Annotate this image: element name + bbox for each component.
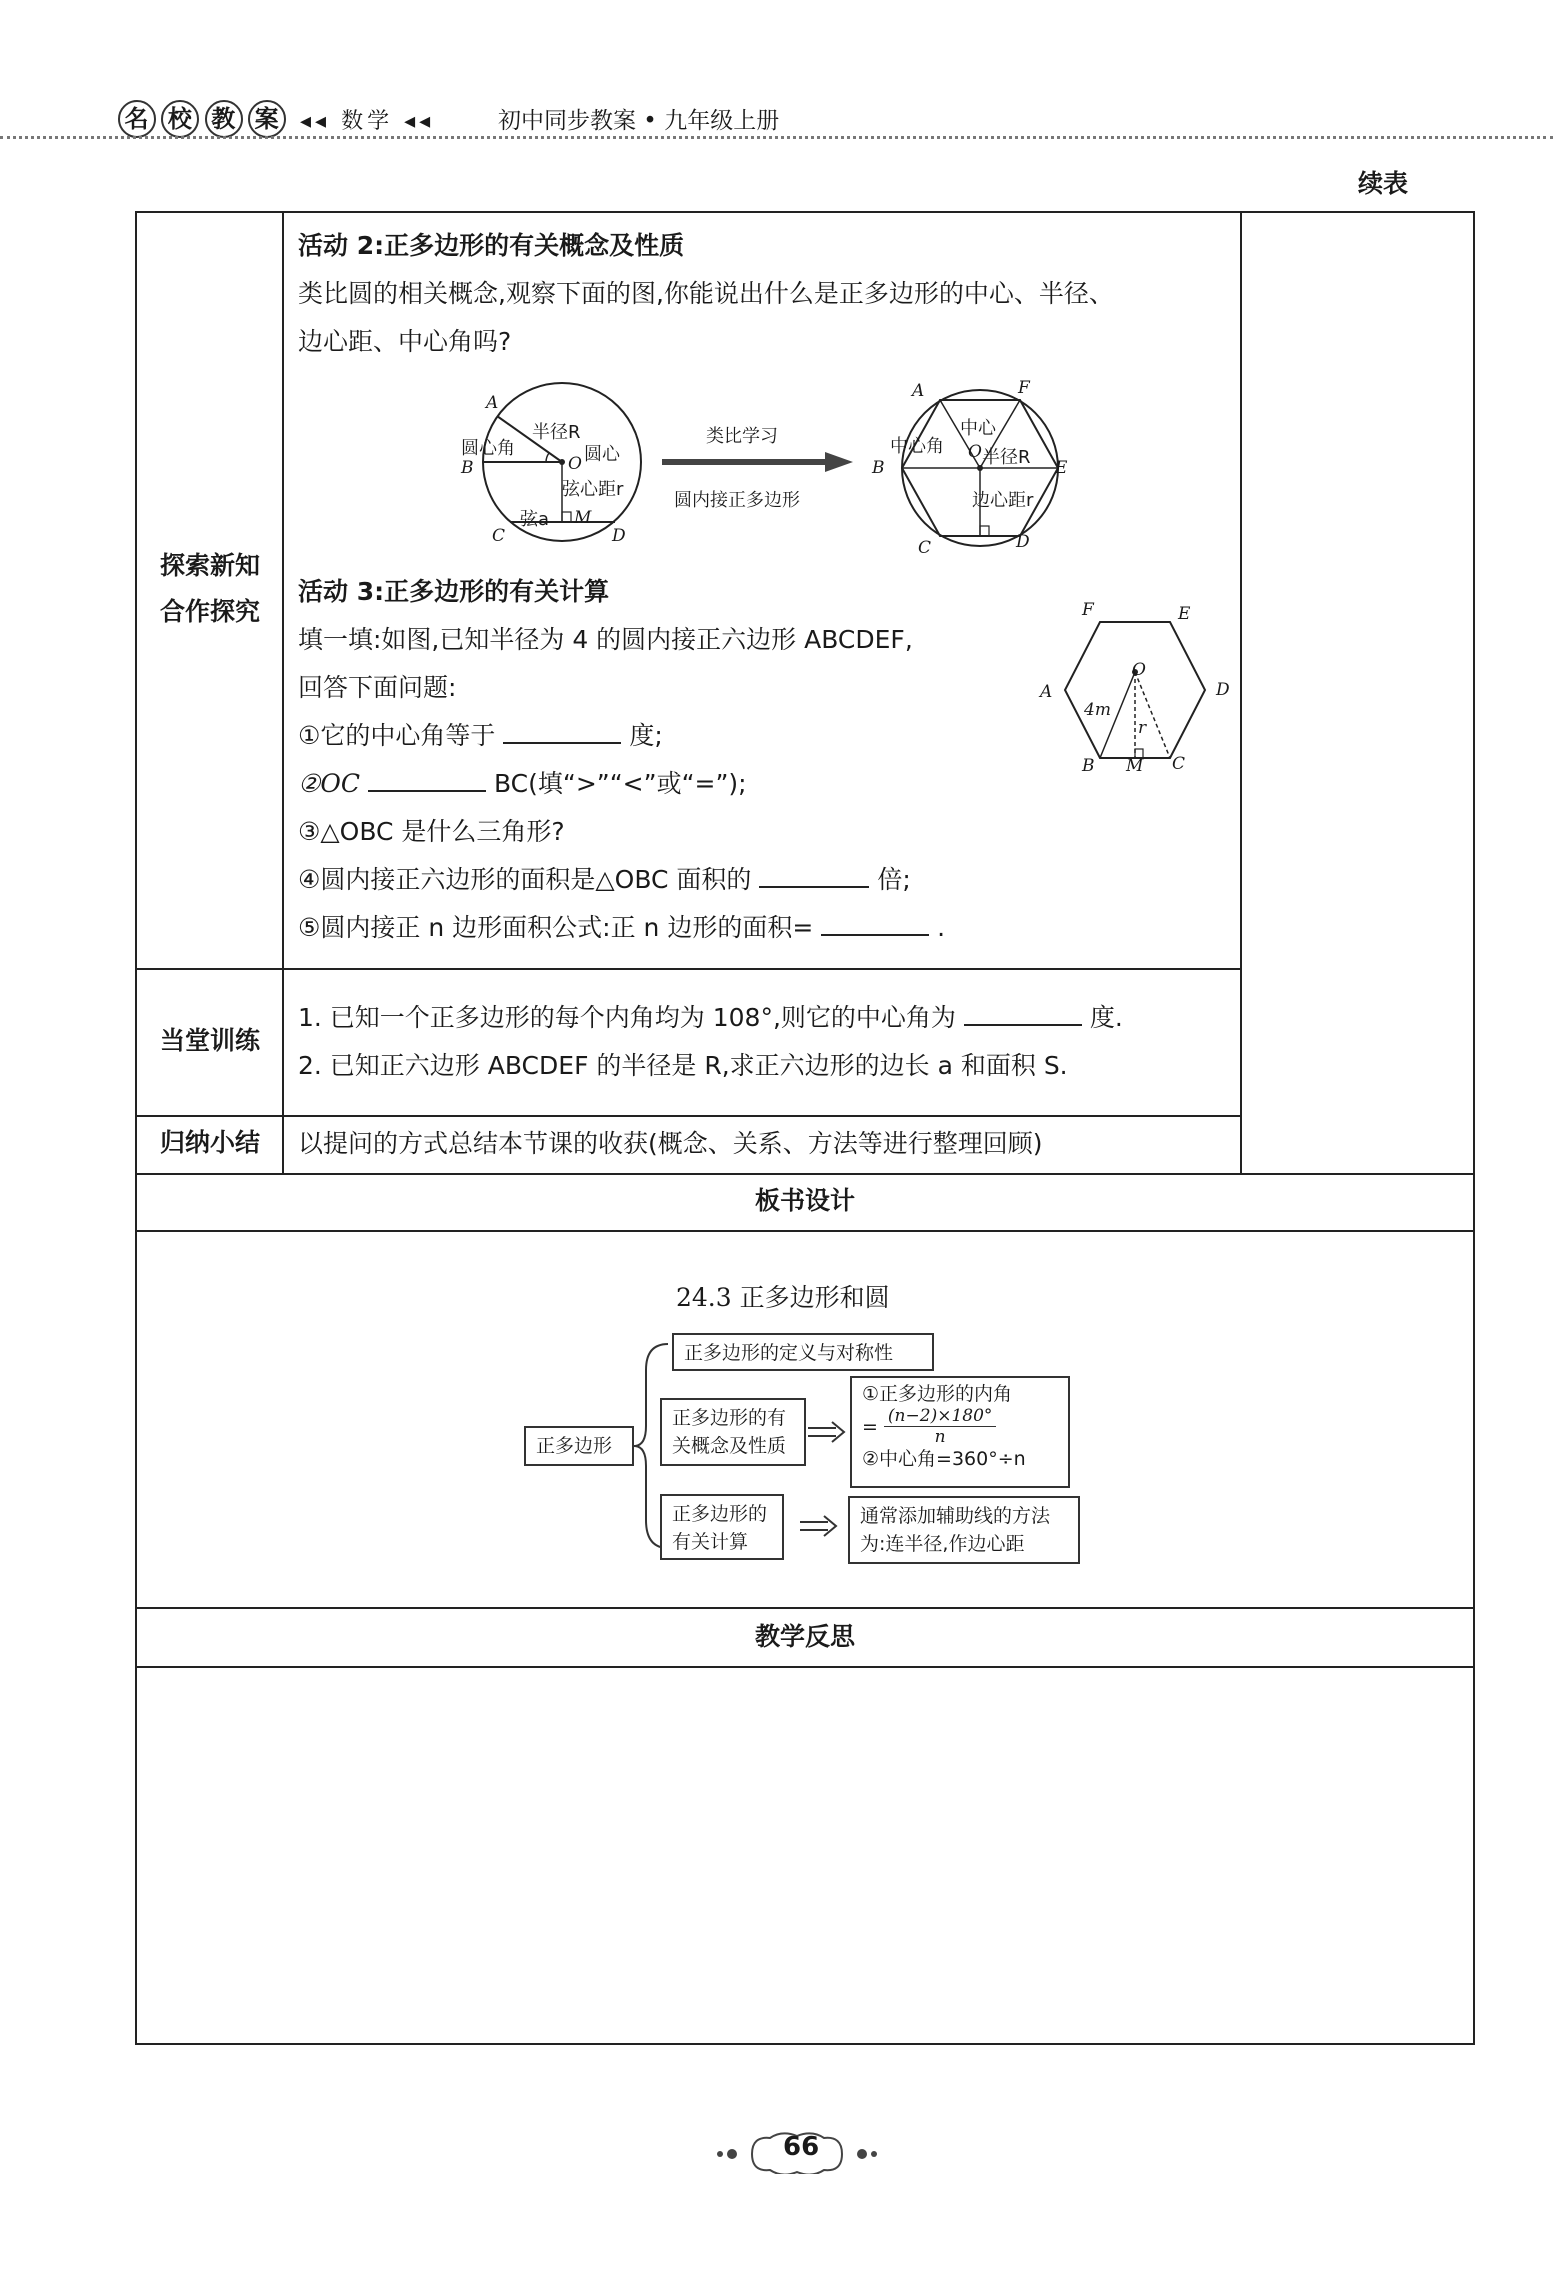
point-A: A — [486, 393, 499, 413]
arrow-right-icon — [660, 450, 855, 474]
center-label: 圆心 — [584, 444, 620, 465]
answer-blank[interactable] — [759, 864, 869, 888]
double-arrow-icon — [806, 1420, 848, 1444]
question-5: ⑤圆内接正 n 边形面积公式:正 n 边形的面积= . — [298, 913, 946, 942]
reflection-header: 教学反思 — [754, 1622, 855, 1651]
board-root: 正多边形 — [524, 1426, 634, 1466]
point-B: B — [461, 458, 474, 478]
point-D: D — [612, 526, 626, 546]
point-O: O — [1132, 660, 1146, 680]
table-divider — [135, 1115, 1242, 1117]
question-3: ③△OBC 是什么三角形? — [298, 817, 565, 846]
arrow-label-bottom: 圆内接正多边形 — [674, 490, 800, 511]
radius-label: 半径R — [982, 447, 1031, 468]
apothem-label: 边心距r — [972, 490, 1034, 511]
question-4: ④圆内接正六边形的面积是△OBC 面积的 倍; — [298, 865, 911, 894]
apothem-label: 弦心距r — [562, 479, 624, 500]
practice-content — [298, 994, 1233, 1090]
board-branch-definition: 正多边形的定义与对称性 — [672, 1333, 934, 1371]
point-M: M — [1126, 756, 1144, 776]
radius-label: 半径R — [532, 422, 581, 443]
table-divider — [135, 968, 1242, 970]
practice-item-1: 1. 已知一个正多边形的每个内角均为 108°,则它的中心角为 度. — [298, 1003, 1123, 1032]
activity-2-title: 活动 2:正多边形的有关概念及性质 — [298, 231, 685, 260]
activity-2-text: 边心距、中心角吗? — [298, 327, 512, 356]
table-divider — [135, 1607, 1475, 1609]
board-branch-concepts: 正多边形的有 关概念及性质 — [660, 1398, 806, 1466]
point-D: D — [1016, 532, 1030, 552]
header-book-title: 初中同步教案 • 九年级上册 — [498, 108, 780, 134]
answer-blank[interactable] — [964, 1002, 1082, 1026]
point-D: D — [1216, 680, 1230, 700]
point-F: F — [1082, 600, 1094, 620]
side-length-label: 4m — [1084, 700, 1111, 720]
activity-3-title: 活动 3:正多边形的有关计算 — [298, 577, 610, 606]
board-detail-calculation: 通常添加辅助线的方法 为:连半径,作边心距 — [848, 1496, 1080, 1564]
board-design-header: 板书设计 — [754, 1186, 855, 1215]
point-E: E — [1178, 604, 1191, 624]
answer-blank[interactable] — [368, 768, 486, 792]
point-M: M — [574, 508, 592, 528]
table-divider — [135, 1230, 1475, 1232]
point-F: F — [1018, 378, 1030, 398]
activity-2 — [298, 222, 1233, 366]
center-label: 中心 — [960, 418, 996, 439]
row-label-summary: 归纳小结 — [159, 1128, 260, 1157]
center-angle-label: 圆心角 — [461, 438, 515, 459]
point-A: A — [912, 381, 925, 401]
table-divider — [135, 1666, 1475, 1668]
arrow-label-top: 类比学习 — [706, 426, 778, 447]
point-B: B — [1082, 756, 1095, 776]
activity-3-text: 回答下面问题: — [298, 673, 457, 702]
chord-label: 弦a — [520, 509, 550, 530]
center-angle-label: 中心角 — [890, 436, 944, 457]
brand-char: 校 — [161, 100, 199, 138]
table-divider — [1240, 211, 1242, 1173]
apothem-r-label: r — [1138, 718, 1147, 738]
board-detail-concepts: ①正多边形的内角 = $\frac{(n-2)\times 180^\circ}{n}$ ②中心角=360°÷n — [850, 1376, 1070, 1488]
double-arrow-icon — [798, 1514, 840, 1538]
table-divider — [282, 211, 284, 1173]
row-label-explore: 探索新知 合作探究 — [159, 551, 260, 626]
practice-item-2: 2. 已知正六边形 ABCDEF 的半径是 R,求正六边形的边长 a 和面积 S. — [298, 1051, 1068, 1080]
page-number: 66 — [783, 2132, 820, 2162]
summary-text: 以提问的方式总结本节课的收获(概念、关系、方法等进行整理回顾) — [298, 1129, 1043, 1158]
activity-3 — [298, 568, 1058, 952]
hexagon-figure — [1045, 610, 1235, 780]
point-O: O — [568, 454, 582, 474]
continued-label: 续表 — [1358, 169, 1409, 198]
point-O: O — [968, 442, 982, 462]
question-1: ①它的中心角等于 度; — [298, 721, 663, 750]
point-C: C — [492, 526, 506, 546]
board-title: 24.3 正多边形和圆 — [676, 1283, 890, 1312]
point-B: B — [872, 458, 885, 478]
activity-2-text: 类比圆的相关概念,观察下面的图,你能说出什么是正多边形的中心、半径、 — [298, 279, 1114, 308]
question-2: ②OC BC(填“>”“<”或“=”); — [298, 769, 747, 798]
table-divider — [135, 1173, 1475, 1175]
answer-blank[interactable] — [503, 720, 621, 744]
brand-char: 教 — [205, 100, 243, 138]
header-divider — [0, 136, 1553, 139]
row-label-practice: 当堂训练 — [159, 1026, 260, 1055]
activity-3-text: 填一填:如图,已知半径为 4 的圆内接正六边形 ABCDEF, — [298, 625, 913, 654]
brand-logo — [118, 100, 282, 138]
answer-blank[interactable] — [821, 912, 929, 936]
point-C: C — [918, 538, 932, 558]
point-A: A — [1040, 682, 1053, 702]
brand-char: 名 — [118, 100, 156, 138]
header-subject: ◂◂ 数学 ◂◂ — [300, 109, 435, 134]
brand-char: 案 — [248, 100, 286, 138]
point-E: E — [1055, 458, 1068, 478]
board-branch-calculation: 正多边形的 有关计算 — [660, 1494, 784, 1560]
point-C: C — [1172, 754, 1186, 774]
inscribed-hexagon-figure — [880, 380, 1080, 550]
